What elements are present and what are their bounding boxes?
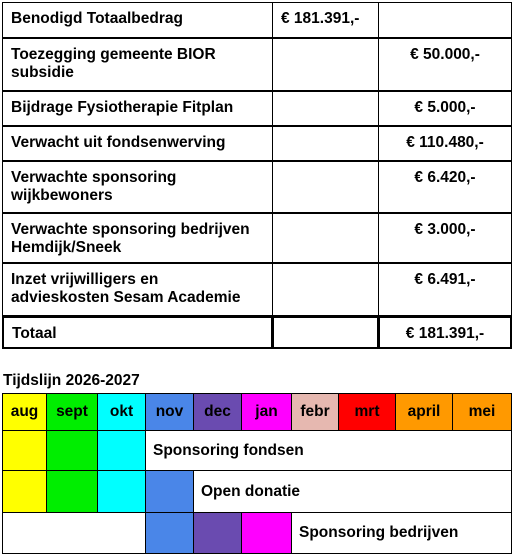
budget-label [2,161,273,213]
budget-label-text: Verwacht uit fondsenwerving [11,134,226,151]
month-mrt [338,393,396,431]
budget-amount-right: € 50.000,- [378,38,512,91]
budget-table [2,2,512,347]
timeline-title: Tijdslijn 2026-2027 [3,372,140,389]
track-label-fondsen: Sponsoring fondsen [153,442,304,459]
budget-amount-mid [272,91,379,126]
budget-amount-mid [272,213,379,263]
month-label: april [407,403,441,420]
budget-amount-right: € 181.391,- [378,316,512,349]
budget-label-text: Benodigd Totaalbedrag [11,10,183,27]
budget-label-line2: wijkbewoners [11,187,113,204]
track1-okt [97,430,146,471]
budget-label-line2: advieskosten Sesam Academie [11,289,241,306]
budget-label-line2: Hemdijk/Sneek [11,239,122,256]
month-aug [2,393,47,431]
month-april [395,393,453,431]
budget-row-residents [2,161,512,213]
month-sept [46,393,98,431]
budget-label-text: Totaal [12,325,57,342]
budget-amount-mid: € 181.391,- [272,2,379,38]
month-label: nov [155,403,184,420]
track2-aug [2,470,47,513]
budget-amount-mid [272,263,379,316]
month-label: febr [300,403,330,420]
budget-amount-mid [272,126,379,161]
month-okt [97,393,146,431]
track1-aug [2,430,47,471]
track2-nov [145,470,194,513]
budget-row-fundraising [2,126,512,161]
budget-row-total-required [2,2,512,38]
budget-row-physio [2,91,512,126]
budget-label-line1: Verwachte sponsoring [11,169,177,186]
track2-sept [46,470,98,513]
budget-label [2,38,273,91]
budget-label [2,91,273,126]
month-nov [145,393,194,431]
month-dec [193,393,242,431]
budget-label-line1: Toezegging gemeente BIOR [11,46,216,63]
month-mei [452,393,512,431]
budget-row-municipality [2,38,512,91]
track-label-bedrijven: Sponsoring bedrijven [299,524,459,541]
budget-label [2,126,273,161]
budget-label [2,263,273,316]
month-label: okt [109,403,134,420]
budget-row-volunteers [2,263,512,316]
budget-label-line1: Verwachte sponsoring bedrijven [11,221,250,238]
month-label: aug [10,403,39,420]
budget-row-companies [2,213,512,263]
month-label: dec [204,403,231,420]
budget-amount-right [378,2,512,38]
budget-row-total [2,316,512,349]
track1-sept [46,430,98,471]
month-label: mei [468,403,496,420]
budget-amount-right: € 6.491,- [378,263,512,316]
track-label-open-donatie: Open donatie [201,483,301,500]
track3-dec [193,512,242,554]
budget-label-text: Bijdrage Fysiotherapie Fitplan [11,99,234,116]
month-label: mrt [354,403,380,420]
budget-label [2,213,273,263]
budget-amount-mid [272,38,379,91]
budget-amount-right: € 3.000,- [378,213,512,263]
month-label: jan [255,403,278,420]
budget-label-line2: subsidie [11,64,74,81]
budget-amount-right: € 110.480,- [378,126,512,161]
track2-okt [97,470,146,513]
budget-label-line1: Inzet vrijwilligers en [11,271,159,288]
track3-empty [2,512,146,554]
month-label: sept [56,403,88,420]
track3-jan [241,512,292,554]
budget-amount-mid [272,161,379,213]
budget-amount-right: € 5.000,- [378,91,512,126]
month-febr [291,393,339,431]
budget-amount-right: € 6.420,- [378,161,512,213]
budget-label [2,2,273,38]
track3-nov [145,512,194,554]
timeline-grid [2,393,512,554]
month-jan [241,393,292,431]
budget-amount-mid [272,316,379,349]
budget-label [2,316,273,349]
